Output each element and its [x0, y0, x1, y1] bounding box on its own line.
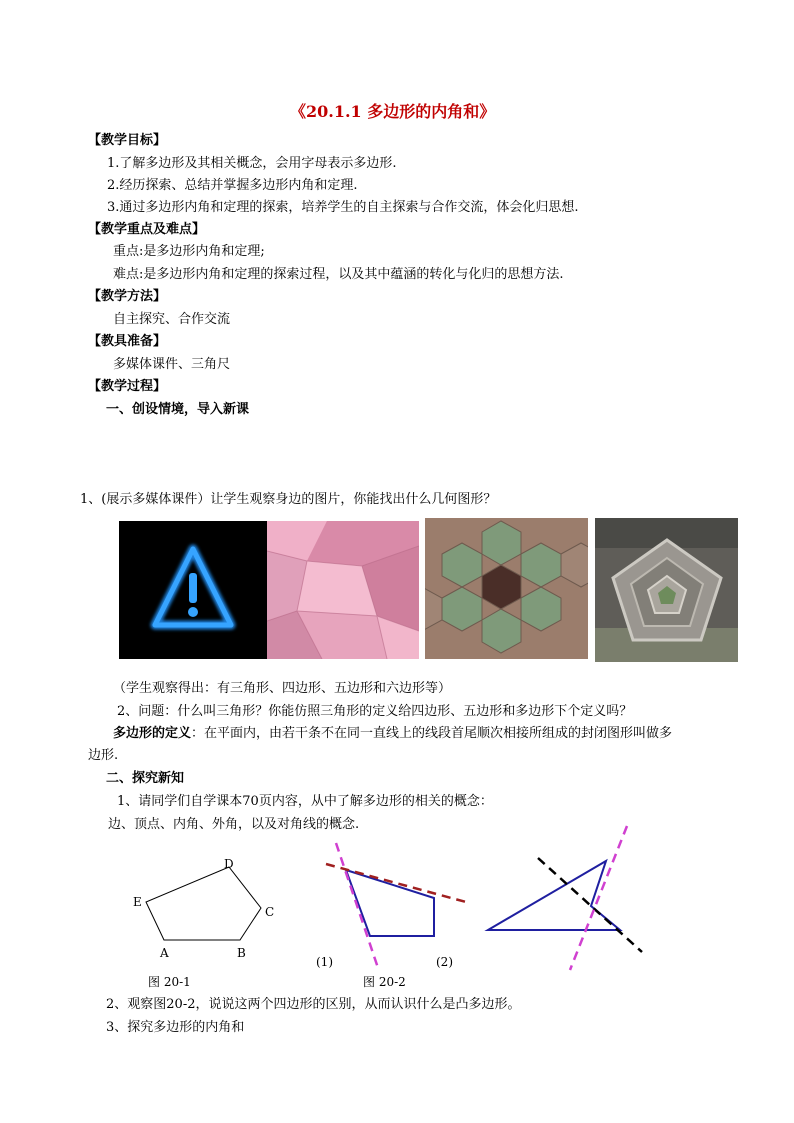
- definition-label: 多边形的定义: [113, 726, 192, 741]
- pentagon-shape: [146, 867, 261, 940]
- vertex-label-e: E: [133, 895, 142, 909]
- part2-step-3: 3、探究多边形的内角和: [106, 1020, 245, 1035]
- part1-heading: 一、创设情境，导入新课: [106, 402, 250, 417]
- vertex-label-b: B: [237, 946, 246, 960]
- black-dashed-line: [538, 858, 642, 952]
- definition-text: ：在平面内，由若干条不在同一直线上的线段首尾顺次相接所组成的封闭图形叫做多: [191, 726, 673, 741]
- section-method: 【教学方法】: [88, 289, 167, 304]
- student-observation: （学生观察得出：有三角形、四边形、五边形和六边形等）: [113, 681, 452, 696]
- part2-heading: 二、探究新知: [106, 771, 185, 786]
- magenta-dashed-line-1: [336, 843, 378, 968]
- magenta-dashed-line-2: [570, 826, 627, 970]
- part2-step-1: 1、请同学们自学课本70页内容，从中了解多边形的相关的概念：: [117, 794, 493, 809]
- goal-item-3: 3.通过多边形内角和定理的探索，培养学生的自主探索与合作交流，体会化归思想.: [107, 200, 579, 215]
- figure-caption-20-2: 图 20-2: [363, 975, 406, 989]
- part1-question-2: 2、问题：什么叫三角形？你能仿照三角形的定义给四边形、五边形和多边形下个定义吗？: [117, 704, 633, 719]
- section-process: 【教学过程】: [88, 379, 167, 394]
- key-focus: 重点:是多边形内角和定理;: [113, 244, 265, 259]
- vertex-label-a: A: [160, 946, 169, 960]
- convex-quadrilateral: [346, 870, 434, 936]
- red-dashed-line: [326, 864, 466, 902]
- definition-continued: 边形.: [88, 748, 119, 763]
- method-text: 自主探究、合作交流: [113, 312, 231, 327]
- goal-item-2: 2.经历探索、总结并掌握多边形内角和定理.: [107, 178, 358, 193]
- part1-question-1: 1、(展示多媒体课件）让学生观察身边的图片，你能找出什么几何图形？: [80, 492, 497, 507]
- goal-item-1: 1.了解多边形及其相关概念，会用字母表示多边形.: [107, 156, 397, 171]
- vertex-label-d: D: [224, 857, 234, 871]
- section-goals: 【教学目标】: [88, 133, 167, 148]
- key-difficulty: 难点:是多边形内角和定理的探索过程，以及其中蕴涵的转化与化归的思想方法.: [113, 267, 564, 282]
- figure-caption-20-1: 图 20-1: [148, 975, 191, 989]
- sub-label-2: (2): [436, 955, 453, 969]
- page-title: 《20.1.1 多边形的内角和》: [290, 102, 496, 121]
- sub-label-1: (1): [316, 955, 333, 969]
- section-keypoints: 【教学重点及难点】: [88, 222, 206, 237]
- section-tools: 【教具准备】: [88, 334, 167, 349]
- part2-step-1b: 边、顶点、内角、外角，以及对角线的概念.: [108, 817, 360, 832]
- tools-text: 多媒体课件、三角尺: [113, 357, 231, 372]
- part2-step-2: 2、观察图20-2，说说这两个四边形的区别，从而认识什么是凸多边形。: [106, 997, 521, 1012]
- vertex-label-c: C: [265, 905, 275, 919]
